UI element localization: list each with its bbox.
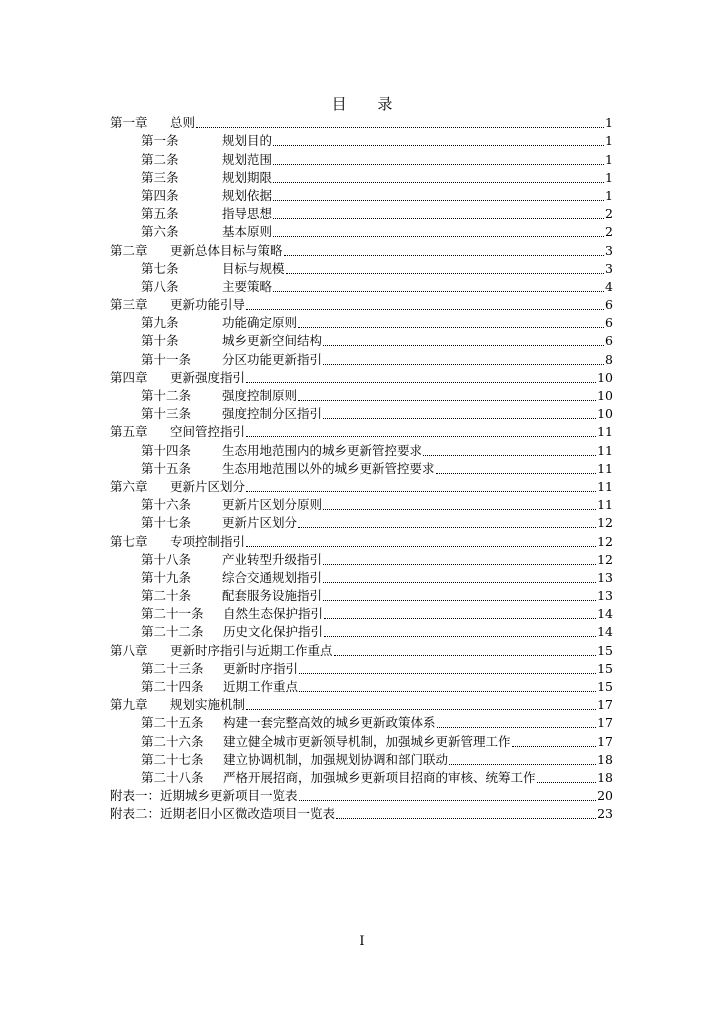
toc-article-entry[interactable] bbox=[110, 278, 613, 296]
toc-dot-leader bbox=[334, 653, 597, 656]
toc-article-entry[interactable] bbox=[110, 387, 613, 405]
toc-entry-number: 第二章 bbox=[110, 242, 148, 258]
toc-entry-number: 第五章 bbox=[110, 424, 148, 440]
toc-dot-leader bbox=[246, 380, 596, 383]
toc-dot-leader bbox=[299, 671, 596, 674]
toc-dot-leader bbox=[273, 180, 604, 183]
toc-article-entry[interactable] bbox=[110, 441, 613, 459]
toc-dot-leader bbox=[246, 707, 596, 710]
toc-dot-leader bbox=[196, 125, 604, 128]
toc-entry-title: 构建一套完整高效的城乡更新政策体系 bbox=[223, 715, 436, 731]
toc-entry-number: 第六条 bbox=[141, 224, 179, 240]
toc-dot-leader bbox=[273, 234, 604, 237]
toc-entry-number: 第一章 bbox=[110, 115, 148, 131]
toc-article-entry[interactable] bbox=[110, 314, 613, 332]
toc-entry-title: 生态用地范围内的城乡更新管控要求 bbox=[222, 442, 423, 458]
toc-entry-page: 11 bbox=[597, 497, 613, 513]
toc-entry-page: 11 bbox=[597, 424, 613, 440]
toc-article-entry[interactable] bbox=[110, 569, 613, 587]
toc-dot-leader bbox=[246, 307, 604, 310]
toc-dot-leader bbox=[323, 580, 596, 583]
toc-entry-number: 第十三条 bbox=[141, 406, 192, 422]
toc-chapter-entry[interactable] bbox=[110, 532, 613, 550]
toc-dot-leader bbox=[273, 162, 604, 165]
toc-entry-number: 第三章 bbox=[110, 297, 148, 313]
toc-entry-page: 10 bbox=[597, 406, 613, 422]
toc-entry-title: 更新功能引导 bbox=[170, 297, 246, 313]
toc-entry-number: 第五条 bbox=[141, 206, 179, 222]
toc-entry-title: 专项控制指引 bbox=[170, 533, 246, 549]
toc-entry-number: 第十四条 bbox=[141, 442, 192, 458]
toc-appendix-entry[interactable] bbox=[110, 805, 613, 823]
toc-entry-number: 第四条 bbox=[141, 187, 179, 203]
toc-dot-leader bbox=[336, 816, 596, 819]
toc-entry-number: 第六章 bbox=[110, 478, 148, 494]
toc-entry-page: 11 bbox=[597, 478, 613, 494]
toc-dot-leader bbox=[298, 398, 596, 401]
toc-entry-title: 更新片区划分 bbox=[222, 515, 298, 531]
toc-article-entry[interactable] bbox=[110, 223, 613, 241]
toc-entry-title: 附表一：近期城乡更新项目一览表 bbox=[110, 788, 298, 804]
toc-entry-title: 建立协调机制，加强规划协调和部门联动 bbox=[223, 751, 449, 767]
toc-dot-leader bbox=[273, 216, 604, 219]
toc-entry-number: 第四章 bbox=[110, 369, 148, 385]
toc-entry-title: 严格开展招商，加强城乡更新项目招商的审核、统筹工作 bbox=[223, 769, 536, 785]
toc-entry-page: 6 bbox=[605, 297, 613, 313]
toc-entry-page: 14 bbox=[597, 606, 613, 622]
toc-entry-number: 第二十七条 bbox=[141, 751, 204, 767]
toc-entry-page: 6 bbox=[605, 315, 613, 331]
toc-entry-number: 第十九条 bbox=[141, 569, 192, 585]
table-of-contents bbox=[110, 114, 613, 823]
toc-dot-leader bbox=[273, 289, 604, 292]
toc-article-entry[interactable] bbox=[110, 496, 613, 514]
toc-entry-number: 第二十四条 bbox=[141, 679, 204, 694]
toc-entry-page: 15 bbox=[597, 660, 613, 676]
toc-entry-title: 规划实施机制 bbox=[170, 697, 246, 713]
toc-entry-title: 目标与规模 bbox=[222, 260, 285, 276]
toc-entry-title: 历史文化保护指引 bbox=[223, 624, 324, 640]
toc-dot-leader bbox=[246, 434, 596, 437]
toc-chapter-entry[interactable] bbox=[110, 369, 613, 387]
toc-entry-page: 6 bbox=[605, 333, 613, 349]
toc-entry-number: 第八条 bbox=[141, 278, 179, 294]
toc-dot-leader bbox=[323, 507, 596, 510]
toc-dot-leader bbox=[298, 325, 604, 328]
toc-entry-title: 规划依据 bbox=[222, 187, 273, 203]
toc-entry-number: 第九条 bbox=[141, 315, 179, 331]
toc-article-entry[interactable] bbox=[110, 187, 613, 205]
toc-dot-leader bbox=[537, 780, 597, 783]
toc-entry-title: 配套服务设施指引 bbox=[222, 588, 323, 604]
toc-entry-page: 23 bbox=[597, 806, 613, 822]
toc-entry-number: 第十条 bbox=[141, 333, 179, 349]
toc-entry-page: 1 bbox=[605, 169, 613, 185]
toc-entry-title: 规划期限 bbox=[222, 169, 273, 185]
toc-article-entry[interactable] bbox=[110, 678, 613, 696]
toc-entry-title: 更新片区划分 bbox=[170, 478, 246, 494]
toc-article-entry[interactable] bbox=[110, 605, 613, 623]
toc-entry-number: 第二十六条 bbox=[141, 733, 204, 749]
toc-entry-page: 1 bbox=[605, 115, 613, 131]
toc-entry-page: 12 bbox=[597, 533, 613, 549]
toc-article-entry[interactable] bbox=[110, 132, 613, 150]
toc-dot-leader bbox=[273, 198, 604, 201]
toc-entry-number: 第十六条 bbox=[141, 497, 192, 513]
toc-dot-leader bbox=[273, 143, 604, 146]
toc-dot-leader bbox=[286, 271, 605, 274]
toc-entry-title: 强度控制原则 bbox=[222, 388, 298, 403]
toc-entry-page: 10 bbox=[597, 369, 613, 385]
toc-entry-title: 产业转型升级指引 bbox=[222, 551, 323, 567]
toc-entry-page: 1 bbox=[605, 133, 613, 149]
toc-entry-title: 更新时序指引 bbox=[223, 660, 299, 676]
toc-entry-number: 第十五条 bbox=[141, 460, 192, 476]
toc-dot-leader bbox=[512, 744, 597, 747]
toc-entry-page: 1 bbox=[605, 151, 613, 167]
toc-entry-title: 城乡更新空间结构 bbox=[222, 333, 323, 349]
toc-dot-leader bbox=[423, 453, 596, 456]
toc-chapter-entry[interactable] bbox=[110, 241, 613, 259]
toc-entry-number: 第七章 bbox=[110, 533, 148, 549]
toc-entry-title: 更新时序指引与近期工作重点 bbox=[170, 642, 333, 658]
toc-article-entry[interactable] bbox=[110, 623, 613, 641]
toc-article-entry[interactable] bbox=[110, 205, 613, 223]
toc-entry-page: 4 bbox=[605, 278, 613, 294]
toc-dot-leader bbox=[298, 525, 596, 528]
toc-article-entry[interactable] bbox=[110, 732, 613, 750]
toc-entry-number: 第二十八条 bbox=[141, 769, 204, 785]
toc-dot-leader bbox=[323, 562, 596, 565]
toc-entry-title: 空间管控指引 bbox=[170, 424, 246, 440]
toc-entry-page: 8 bbox=[605, 351, 613, 367]
toc-entry-page: 14 bbox=[597, 624, 613, 640]
toc-entry-title: 附表二：近期老旧小区微改造项目一览表 bbox=[110, 806, 336, 822]
toc-entry-number: 第十二条 bbox=[141, 388, 192, 403]
toc-entry-page: 13 bbox=[597, 588, 613, 604]
toc-entry-title: 规划范围 bbox=[222, 151, 273, 167]
toc-entry-number: 第二十条 bbox=[141, 588, 192, 604]
toc-entry-page: 15 bbox=[597, 679, 613, 694]
toc-dot-leader bbox=[323, 343, 604, 346]
toc-article-entry[interactable] bbox=[110, 714, 613, 732]
toc-dot-leader bbox=[324, 616, 596, 619]
toc-entry-title: 主要策略 bbox=[222, 278, 273, 294]
toc-entry-title: 分区功能更新指引 bbox=[222, 351, 323, 367]
toc-article-entry[interactable] bbox=[110, 587, 613, 605]
toc-entry-page: 2 bbox=[605, 206, 613, 222]
toc-entry-title: 更新总体目标与策略 bbox=[170, 242, 283, 258]
toc-article-entry[interactable] bbox=[110, 169, 613, 187]
toc-chapter-entry[interactable] bbox=[110, 423, 613, 441]
toc-entry-page: 13 bbox=[597, 569, 613, 585]
toc-entry-title: 更新强度指引 bbox=[170, 369, 246, 385]
toc-dot-leader bbox=[284, 253, 605, 256]
toc-dot-leader bbox=[246, 489, 596, 492]
toc-dot-leader bbox=[323, 598, 596, 601]
toc-entry-title: 指导思想 bbox=[222, 206, 273, 222]
toc-entry-title: 自然生态保护指引 bbox=[223, 606, 324, 622]
toc-appendix-entry[interactable] bbox=[110, 787, 613, 805]
toc-chapter-entry[interactable] bbox=[110, 296, 613, 314]
toc-entry-page: 17 bbox=[597, 733, 613, 749]
toc-dot-leader bbox=[449, 762, 596, 765]
toc-entry-title: 更新片区划分原则 bbox=[222, 497, 323, 513]
toc-entry-page: 11 bbox=[597, 460, 613, 476]
toc-entry-number: 第二十二条 bbox=[141, 624, 204, 640]
toc-entry-number: 第十八条 bbox=[141, 551, 192, 567]
toc-chapter-entry[interactable] bbox=[110, 696, 613, 714]
toc-article-entry[interactable] bbox=[110, 514, 613, 532]
toc-entry-title: 功能确定原则 bbox=[222, 315, 298, 331]
toc-article-entry[interactable] bbox=[110, 551, 613, 569]
toc-entry-number: 第二条 bbox=[141, 151, 179, 167]
toc-chapter-entry[interactable] bbox=[110, 641, 613, 659]
toc-article-entry[interactable] bbox=[110, 350, 613, 368]
toc-entry-title: 规划目的 bbox=[222, 133, 273, 149]
toc-entry-page: 12 bbox=[597, 551, 613, 567]
toc-dot-leader bbox=[437, 725, 597, 728]
toc-article-entry[interactable] bbox=[110, 260, 613, 278]
toc-dot-leader bbox=[323, 362, 604, 365]
toc-entry-title: 建立健全城市更新领导机制，加强城乡更新管理工作 bbox=[223, 733, 511, 749]
toc-entry-number: 第九章 bbox=[110, 697, 148, 713]
toc-article-entry[interactable] bbox=[110, 769, 613, 787]
toc-article-entry[interactable] bbox=[110, 405, 613, 423]
footer-page-number: I bbox=[359, 934, 365, 949]
toc-entry-title: 强度控制分区指引 bbox=[222, 406, 323, 422]
toc-entry-number: 第一条 bbox=[141, 133, 179, 149]
toc-entry-page: 2 bbox=[605, 224, 613, 240]
toc-entry-title: 基本原则 bbox=[222, 224, 273, 240]
toc-entry-page: 10 bbox=[597, 388, 613, 403]
toc-entry-page: 1 bbox=[605, 187, 613, 203]
toc-article-entry[interactable] bbox=[110, 460, 613, 478]
toc-entry-page: 11 bbox=[597, 442, 613, 458]
toc-chapter-entry[interactable] bbox=[110, 478, 613, 496]
toc-dot-leader bbox=[436, 471, 597, 474]
toc-entry-page: 3 bbox=[605, 242, 613, 258]
page-title: 目 录 bbox=[331, 95, 406, 113]
toc-entry-number: 第二十五条 bbox=[141, 715, 204, 731]
toc-entry-page: 3 bbox=[605, 260, 613, 276]
toc-chapter-entry[interactable] bbox=[110, 114, 613, 132]
toc-entry-number: 第二十三条 bbox=[141, 660, 204, 676]
toc-entry-page: 15 bbox=[597, 642, 613, 658]
toc-entry-number: 第八章 bbox=[110, 642, 148, 658]
toc-entry-title: 总则 bbox=[170, 115, 196, 131]
toc-entry-page: 18 bbox=[597, 751, 613, 767]
toc-entry-number: 第二十一条 bbox=[141, 606, 204, 622]
toc-entry-page: 17 bbox=[597, 697, 613, 713]
toc-entry-number: 第十七条 bbox=[141, 515, 192, 531]
toc-dot-leader bbox=[299, 689, 596, 692]
toc-entry-number: 第三条 bbox=[141, 169, 179, 185]
toc-article-entry[interactable] bbox=[110, 660, 613, 678]
toc-article-entry[interactable] bbox=[110, 332, 613, 350]
toc-entry-page: 20 bbox=[597, 788, 613, 804]
toc-dot-leader bbox=[246, 544, 596, 547]
toc-entry-page: 17 bbox=[597, 715, 613, 731]
toc-entry-title: 近期工作重点 bbox=[223, 679, 299, 694]
toc-entry-page: 18 bbox=[597, 769, 613, 785]
toc-entry-number: 第七条 bbox=[141, 260, 179, 276]
toc-entry-number: 第十一条 bbox=[141, 351, 192, 367]
toc-dot-leader bbox=[324, 634, 596, 637]
toc-entry-title: 生态用地范围以外的城乡更新管控要求 bbox=[222, 460, 435, 476]
toc-dot-leader bbox=[323, 416, 596, 419]
toc-dot-leader bbox=[299, 798, 597, 801]
toc-article-entry[interactable] bbox=[110, 150, 613, 168]
toc-entry-title: 综合交通规划指引 bbox=[222, 569, 323, 585]
toc-entry-page: 12 bbox=[597, 515, 613, 531]
toc-article-entry[interactable] bbox=[110, 751, 613, 769]
